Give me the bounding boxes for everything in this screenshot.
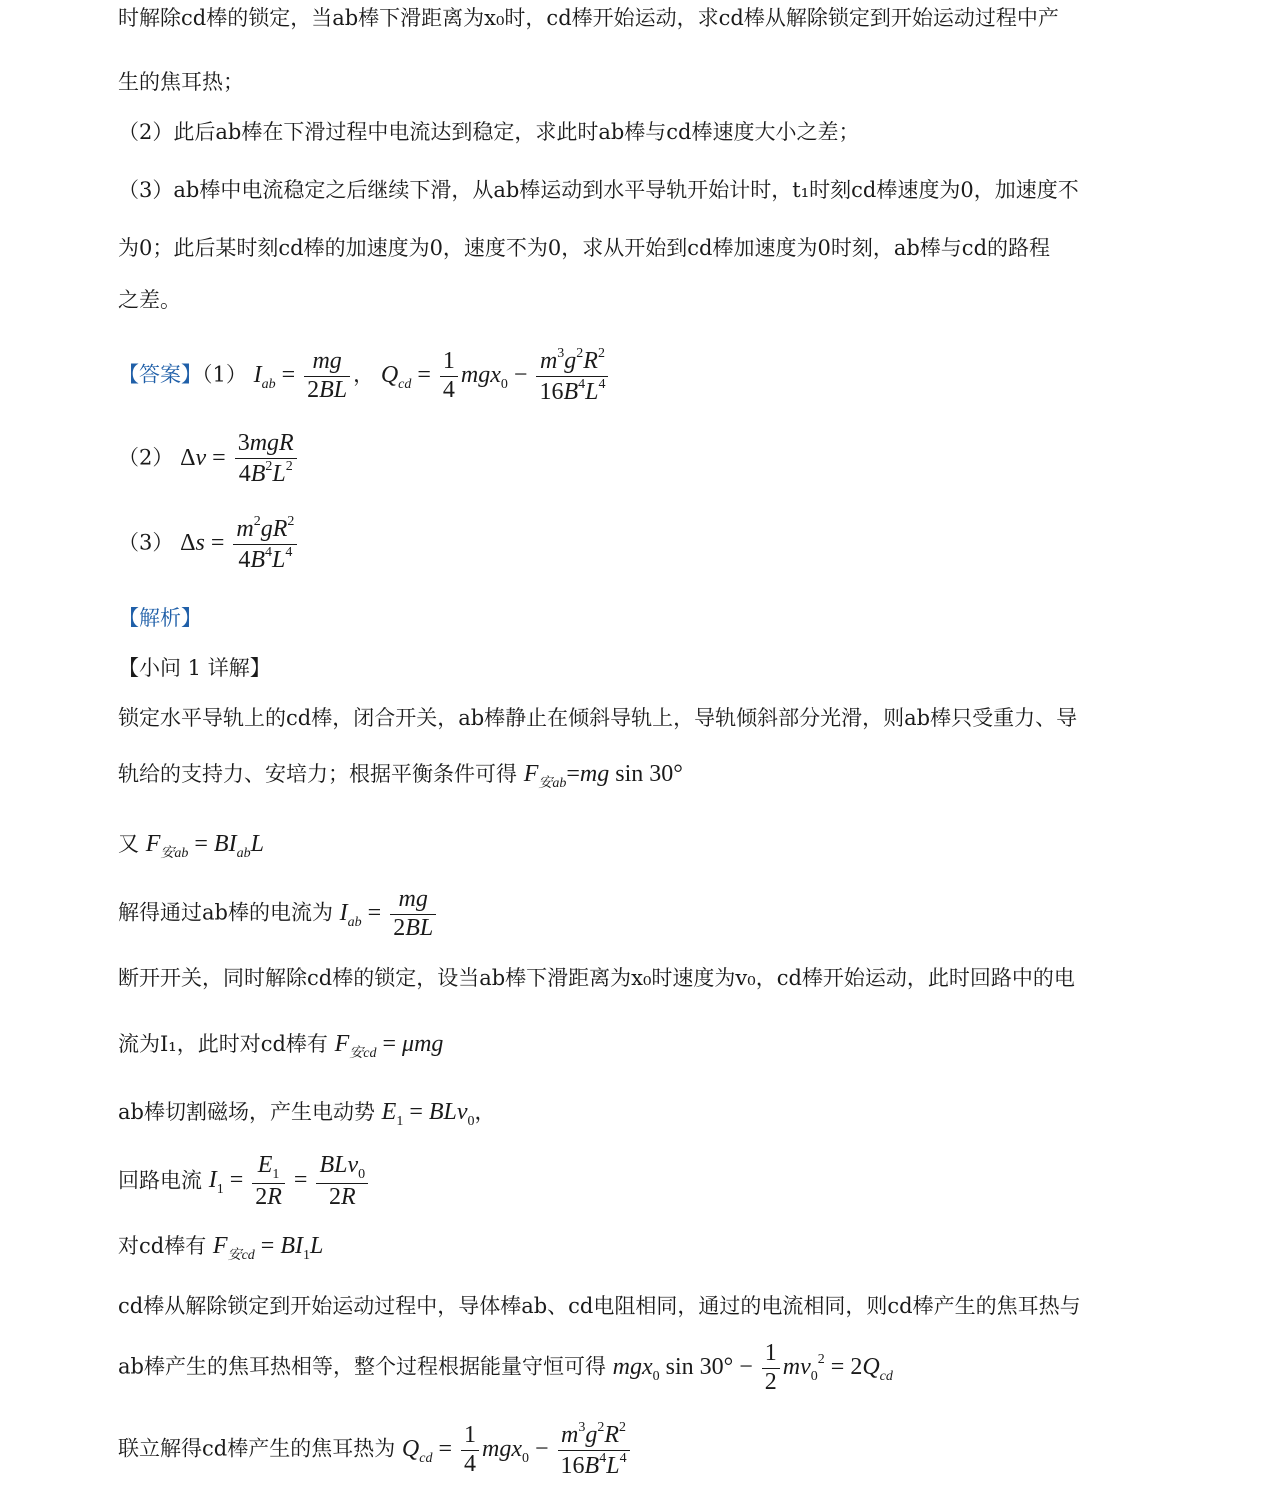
- analysis-p7-text: ab棒切割磁场，产生电动势: [118, 1100, 375, 1124]
- analysis-p7: ab棒切割磁场，产生电动势 $E_1 = BLv_0$，: [118, 1099, 496, 1129]
- analysis-p1: 锁定水平导轨上的cd棒，闭合开关，ab棒静止在倾斜导轨上，导轨倾斜部分光滑，则ab棒只受重力、导: [118, 706, 1078, 730]
- analysis-p9: [118, 1232, 323, 1265]
- question-line-5: 为0；此后某时刻cd棒的加速度为0，速度不为0，求从开始到cd棒加速度为0时刻，ab棒与cd的路程: [118, 236, 1051, 260]
- answer-part-3: [118, 514, 300, 574]
- analysis-p3: [118, 830, 264, 863]
- analysis-p12: [118, 1420, 633, 1480]
- answer3-formula: Δs = $\frac{m^2gR^2}{4B^4L^4}$: [180, 530, 300, 556]
- answer-part-1: 【答案】（1） $I_{ab}$ = $\frac{mg}{2BL}$ ， $Q_{cd}$ = $\frac{1}{4}$ mgx$_0$ − $\frac{m^3g^2R^2}{16B^4L^4}$: [118, 346, 611, 406]
- loop-current-formula: $I_1$ = $\frac{E_1}{2R}$ = $\frac{BLv_0}{2R}$: [209, 1167, 371, 1193]
- analysis-p11: [118, 1340, 893, 1396]
- answer-part3-label: （3）: [118, 530, 174, 555]
- analysis-p11-text: ab棒产生的焦耳热相等，整个过程根据能量守恒可得: [118, 1354, 606, 1379]
- answer1-heat-formula: $Q_{cd}$ = $\frac{1}{4}$ mgx$_0$ − $\frac{m^3g^2R^2}{16B^4L^4}$: [381, 362, 612, 388]
- energy-conservation-formula: mgx$_0$ sin 30° − $\frac{1}{2}$ $mv_0^2 = 2Q_{cd}$: [612, 1340, 893, 1395]
- answer1-current-formula: $I_{ab}$ = $\frac{mg}{2BL}$: [254, 362, 354, 388]
- question-line-2: 生的焦耳热；: [118, 70, 244, 94]
- answer-part2-label: （2）: [118, 445, 174, 470]
- answer-part1-label: （1）: [202, 362, 247, 387]
- answer-tag: 【答案】: [118, 362, 202, 387]
- ampere-force-formula: $F_{安ab} = BI_{ab}L$: [145, 831, 264, 861]
- cd-ampere-formula: $F_{安cd} = BI_1L$: [212, 1233, 324, 1263]
- analysis-p4: [118, 886, 439, 942]
- emf-formula: $E_1 = BLv_0$: [381, 1099, 475, 1129]
- analysis-p2: [118, 760, 683, 793]
- analysis-p9-text: 对cd棒有: [118, 1234, 207, 1258]
- analysis-p6-text: 流为I₁，此时对cd棒有: [118, 1032, 328, 1056]
- final-heat-formula: $Q_{cd}$ = $\frac{1}{4}$ mgx$_0$ − $\frac{m^3g^2R^2}{16B^4L^4}$: [402, 1436, 633, 1462]
- analysis-p3-text: 又: [118, 832, 139, 856]
- cd-force-balance-formula: $F_{安cd} = \mu mg$: [334, 1031, 444, 1061]
- current-ab-formula: $I_{ab}$ = $\frac{mg}{2BL}$: [340, 900, 440, 926]
- analysis-p6: [118, 1030, 443, 1063]
- analysis-p12-text: 联立解得cd棒产生的焦耳热为: [118, 1436, 396, 1461]
- analysis-subheading: 【小问 1 详解】: [118, 656, 271, 680]
- analysis-p8-text: 回路电流: [118, 1168, 202, 1193]
- analysis-p8: [118, 1152, 371, 1212]
- question-line-4: （3）ab棒中电流稳定之后继续下滑，从ab棒运动到水平导轨开始计时，t₁时刻cd棒速度为0，加速度不: [118, 178, 1079, 202]
- analysis-p10: cd棒从解除锁定到开始运动过程中，导体棒ab、cd电阻相同，通过的电流相同，则cd棒产生的焦耳热与: [118, 1294, 1081, 1318]
- question-line-6: 之差。: [118, 288, 181, 312]
- balance-formula: $F_{安ab}=mg$ sin 30°: [523, 761, 683, 791]
- analysis-p5: 断开开关，同时解除cd棒的锁定，设当ab棒下滑距离为x₀时速度为v₀，cd棒开始运动，此时回路中的电: [118, 966, 1075, 990]
- analysis-tag: 【解析】: [118, 606, 202, 630]
- answer2-formula: Δv = $\frac{\text{3mgR}}{4B^2L^2}$: [180, 445, 300, 471]
- answer-part-2: [118, 430, 300, 488]
- question-line-3: （2）此后ab棒在下滑过程中电流达到稳定，求此时ab棒与cd棒速度大小之差；: [118, 120, 860, 144]
- question-line-1: 时解除cd棒的锁定，当ab棒下滑距离为x₀时，cd棒开始运动，求cd棒从解除锁定到开始运动过程中产: [118, 6, 1059, 30]
- analysis-p4-text: 解得通过ab棒的电流为: [118, 900, 333, 925]
- analysis-p2-text: 轨给的支持力、安培力；根据平衡条件可得: [118, 762, 517, 786]
